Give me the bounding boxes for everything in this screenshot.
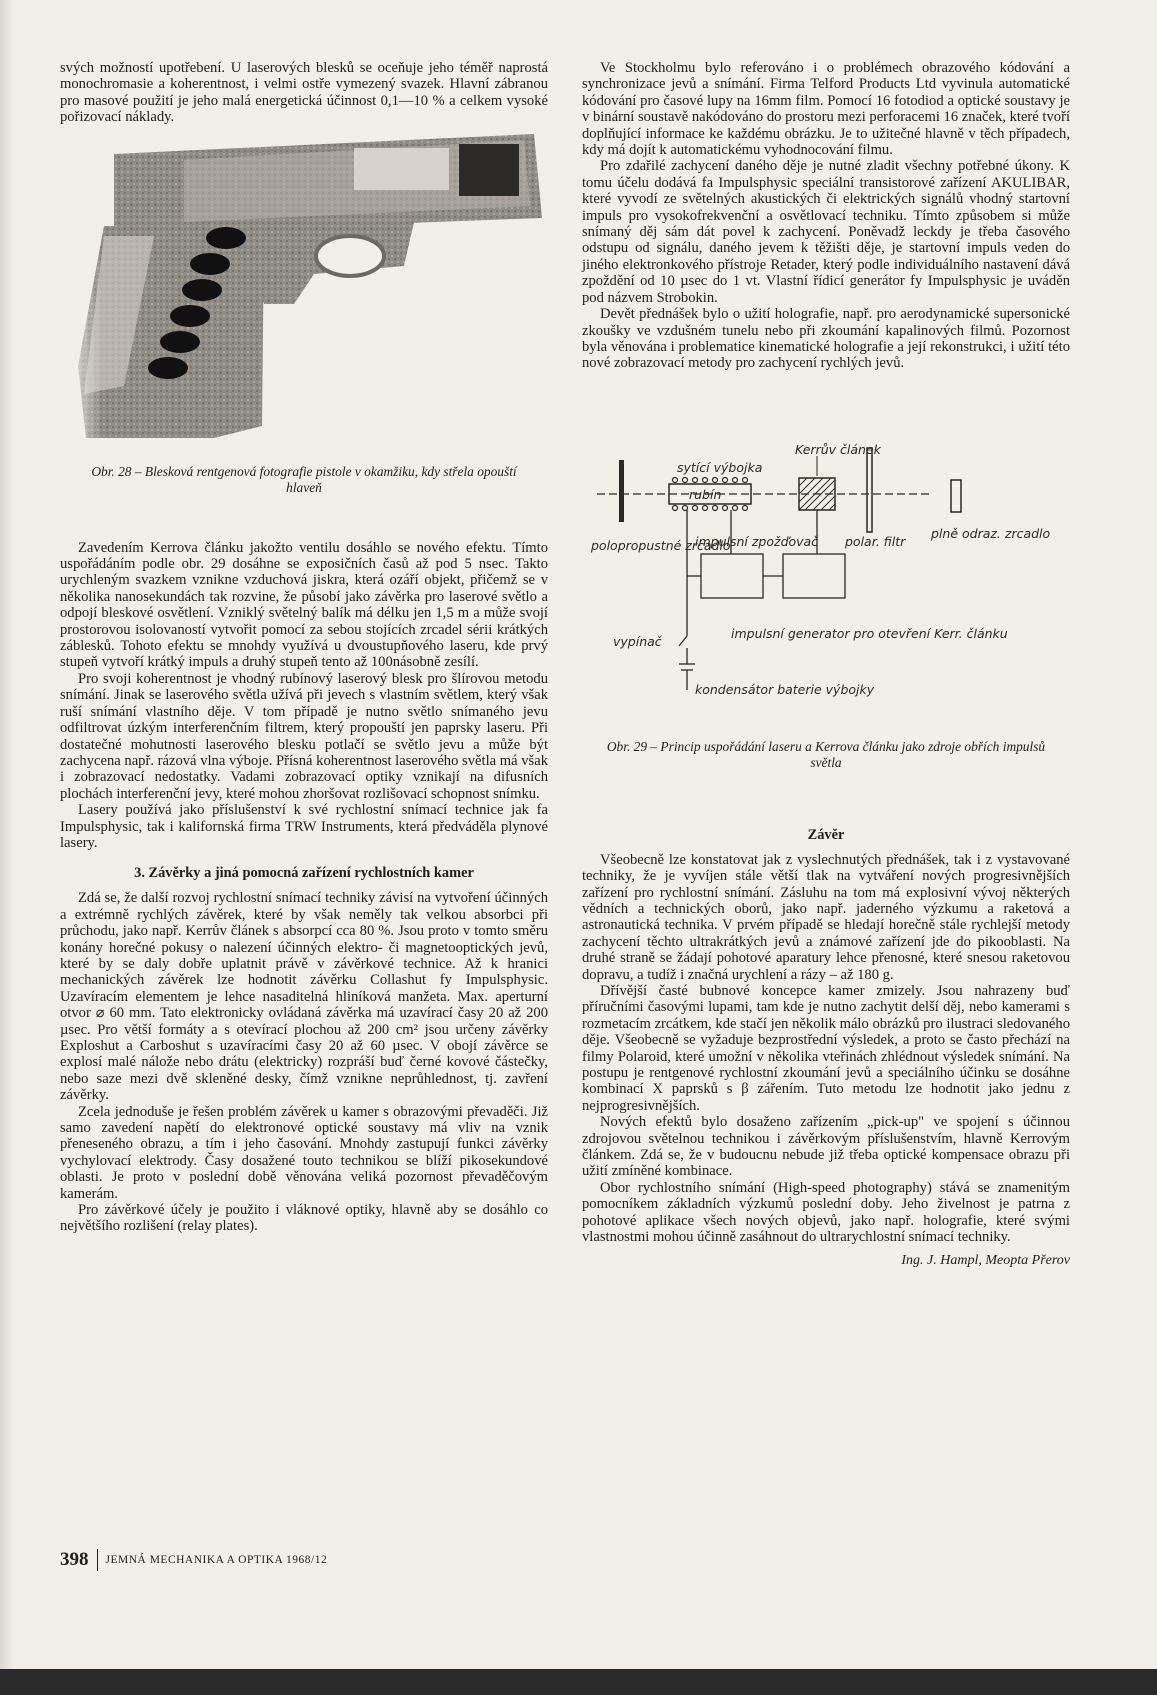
page-footer [60,1549,560,1571]
paragraph: Nových efektů bylo dosaženo zařízením „pick-up" ve spojení s účinnou zdrojovou světelnou technikou i závěrkovým příslušenstvím, hlavně Kerrovým článkem. Zdá se, že v budoucnu nebude již třeba optické kompensace obrazu při užití zmíněné kombinace. [582,1114,1070,1180]
paragraph: Pro zdařilé zachycení daného děje je nutné zladit všechny potřebné úkony. K tomu účelu dodává fa Impulsphysic speciální transistorové zařízení AKULIBAR, které vyvodí ze světelných akustických či elektrických signálů vhodný startovní impuls pro vysokofrekvenční a osvětlovací techniku. Tímto způsobem si může snímaný děj sám dát povel k zachycení. Poněvadž leckdy je třeba časového odstupu od signálu, daného jevem k těžišti děje, je startovní impuls veden do jiného elektronkového přístroje Retader, který podle individuálního nastavení dává zpoždění od 10 µsec do 1 vt. Vlastní řídicí generátor fy Impulsphysic je uváděn pod názvem Strobokin. [582,158,1070,306]
label-flash-tube: sytící výbojka [677,459,763,475]
paragraph: Dřívější časté bubnové koncepce kamer zmizely. Jsou nahrazeny buď příručními časovými lupami, tam kde je nutno zachytit delší děj, nebo kamerami s rozmetacím zrcátkem, kde stačí jen několik málo obrázků pro ilustraci sledovaného děje. Všeobecně se vyžaduje bezprostřední výsledek, a proto se často přechází na filmy Polaroid, které umožní v několika vteřinách zhlédnout výsledek snímání. Na postupu je rentgenové rychlostní zkoumání jevů a speciálního účinku se dosáhne kombinací X paprsků s β zářením. Tuto metodu lze hodnotit jako jednu z nejprogresivnějších. [582,982,1070,1114]
paragraph: Zcela jednoduše je řešen problém závěrek u kamer s obrazovými převaděči. Již samo zavedení napětí do elektronové optické soustavy má vliv na vznik přeneseného obrazu, a tím i jeho časování. Mnohdy zastupují funkci závěrky vychylovací elektrody. Časy dosažené touto technikou se blíží pikosekundové oblasti. Je proto v poslední době věnována veliká pozornost převaděčovým kamerám. [60,1103,548,1202]
fig28-caption: Obr. 28 – Blesková rentgenová fotografie pistole v okamžiku, kdy střela opouští hlaveň [91,463,517,495]
intro-paragraph: svých možností upotřebení. U laserových blesků se oceňuje jeho téměř naprostá monochromasie a koherentnost, i velmi ostře vymezený svazek. Hlavní zábranou pro masové použití je jeho malá energetická účinnost 0,1—10 % a celkem vysoké pořizovací náklady. [60,60,548,126]
semi-mirror-shape [619,460,624,522]
label-kerr-cell-1: Kerrův článek [795,441,881,457]
paragraph: Lasery používá jako příslušenství k své rychlostní snímací technice jak fa Impulsphysic, tak i kalifornská firma TRW Instruments, která předváděla plynové lasery. [60,802,548,851]
paragraph: Pro svoji koherentnost je vhodný rubínový laserový blesk pro šlírovou metodu snímání. Jinak se laserového světla užívá při jevech s vlastním světlem, který však ruší snímání vlastního děje. V tom případě je nutno světlo snímaného jevu odfiltrovat úzkým interferenčním filtrem, který propouští jen paprsky laseru. Při dostatečné mohutnosti laserového blesku potlačí se světlo jevu a může být zachycena např. rázová vlna výboje. Přísná koherentnost laserového světla má však i zobrazovací nedostatky. Vadami zobrazovací optiky vznikají na difusních plochách interferenční jevy, které mohou zhoršovat rozlišovací schopnost snímku. [60,670,548,802]
section-3-title: 3. Závěrky a jiná pomocná zařízení rychlostních kamer [134,865,474,882]
pulse-delay-box [701,554,763,598]
page-number: 398 [60,1549,89,1570]
pulse-generator-box [783,554,845,598]
label-switch: vypínač [613,633,662,649]
label-pulse-generator: impulsní generator pro otevření Kerr. článku [731,625,1008,641]
conclusion-title: Závěr [807,826,845,843]
paragraph: Zavedením Kerrova článku jakožto ventilu dosáhlo se nového efektu. Tímto uspořádáním podle obr. 29 dosáhne se exposičních časů až pod 5 nsec. Takto urychleným svazkem vznikne vzduchová jiskra, která ozáří objekt, přičemž se v několika nanosekundách tak rozvine, že působí jako závěrka pro laserové světlo a odpojí bleskové osvětlení. Vzniklý světelný balík má délku jen 1,5 m a může svojí prostorovou isolovaností vytvořit pomocí za sebou stojících zrcadel sérii krátkých záblesků. Tohoto efektu se mnohdy využívá u dvoustupňového laseru, kde prvý stupeň vytvoří krátký impuls a druhý stupeň tento až 100násobně zesílí. [60,539,548,671]
journal-name: JEMNÁ MECHANIKA A OPTIKA 1968/12 [105,1554,328,1566]
footer-divider [97,1549,98,1571]
laser-kerr-cell-diagram [591,442,1061,727]
polar-filter-shape [867,448,872,532]
paragraph: Pro závěrkové účely je použito i vláknové optiky, hlavně aby se dosáhlo co největšího rozlišení (relay plates). [60,1202,548,1235]
paragraph: Ve Stockholmu bylo referováno i o problémech obrazového kódování a synchronizace jevů a snímání. Firma Telford Products Ltd vyvinula automatické kódování pro časové lupy na 16mm film. Pomocí 16 fotodiod a optické soustavy je v binární soustavě nakódováno do prostoru mezi perforacemi 16 značek, které tvoří doplňující informace ke každému obrázku. Je to užitečné hlavně v těch případech, kdy má dojít k automatickému vyhodnocování filmu. [582,60,1070,159]
label-pulse-delay: impulsní zpožďovač [695,533,819,549]
paragraph: Zdá se, že další rozvoj rychlostní snímací techniky závisí na vytvoření účinných a extrémně rychlých závěrek, které by však nemělу tak velkou absorbci při průchodu, jako např. Kerrův článek s absorpcí cca 80 %. Jsou proto v tomto směru konány horečné pokusy o nalezení účinných elektro- či magnetooptických jevů, které by se daly dobře uplatnit právě v závěrkové technice. Až k hranici mechanických závěrek lze hodnotit závěrku Collashut fy Impulsphysic. Uzavíracím elementem je lehce nasaditelná hliníková manžeta. Max. aperturní otvor ⌀ 60 mm. Tato elektronicky ovládaná závěrka má uzavírací časy 20 až 200 µsec. Pro větší formáty a s otevírací plochou až 200 cm² jsou určeny závěrky Exploshut a Carboshut s uzavíracími časy 20 až 60 µsec. V obojí závěrce se explosí malé nálože nebo drátu (elektricky) rozpráší buď černé kovové částečky, nebo saze mezi dvě skleněné desky, čímž vznikne neprůhlednost, tj. zavření závěrky. [60,890,548,1104]
fig29-caption: Obr. 29 – Princip uspořádání laseru a Kerrova článku jako zdroje obřích impulsů světla [606,738,1046,770]
pistol-xray-photo [64,126,544,458]
page-edge-shadow [0,0,14,1695]
label-semi-mirror: polopropustné zrcadlo [591,537,731,553]
label-ruby: rubín [689,486,722,502]
paragraph: Devět přednášek bylo o užití holografie, např. pro aerodynamické supersonické zkoušky ve vzdušném tunelu nebo při zkoumání kapalinových filmů. Pozornost byla věnována i problematice kinematické holografie a její rekonstrukci, i užití této nové zobrazovací metody pro zachycení rychlých jevů. [582,306,1070,372]
paragraph: Všeobecně lze konstatovat jak z vyslechnutých přednášek, tak i z vystavované techniky, že je vyvíjen stále větší tlak na vytváření nových progresivnějších zařízení pro rychlostní snímání. Zásluhu na tom má explosivní vývoj některých vědních a technických oborů, jako např. jaderného výzkumu a raketová a astronautická technika. V prvém případě se hledají horečně stále rychlejší metody zachycení těchto ultrakrátkých jevů a známové zařízení jde do pikooblasti. Na druhé straně se žádají pohotové aparatury lehce přenosné, které snesou raketovou dopravu, a tudíž i značná urychlení a rázy – až 180 g. [582,851,1070,983]
label-polar-filter: polar. filtr [845,533,906,549]
right-column [582,60,1070,1269]
full-mirror-shape [951,480,961,512]
label-full-mirror: plně odraz. zrcadlo [931,525,1051,541]
label-capacitor: kondensátor baterie výbojky [695,681,875,697]
paragraph: Obor rychlostního snímání (High-speed photography) stává se znamenitým pomocníkem základních výzkumů poslední doby. Jeho živelnost je patrna z pohotové aplikace všech nových objevů, jako např. holografie, které svými vlastnostmi mohou účinně zasáhnout do ultrarychlostní snímací techniky. [582,1179,1070,1246]
left-column [60,60,548,1235]
author-signature: Ing. J. Hampl, Meopta Přerov [901,1253,1070,1269]
scan-bottom-edge [0,1669,1157,1695]
